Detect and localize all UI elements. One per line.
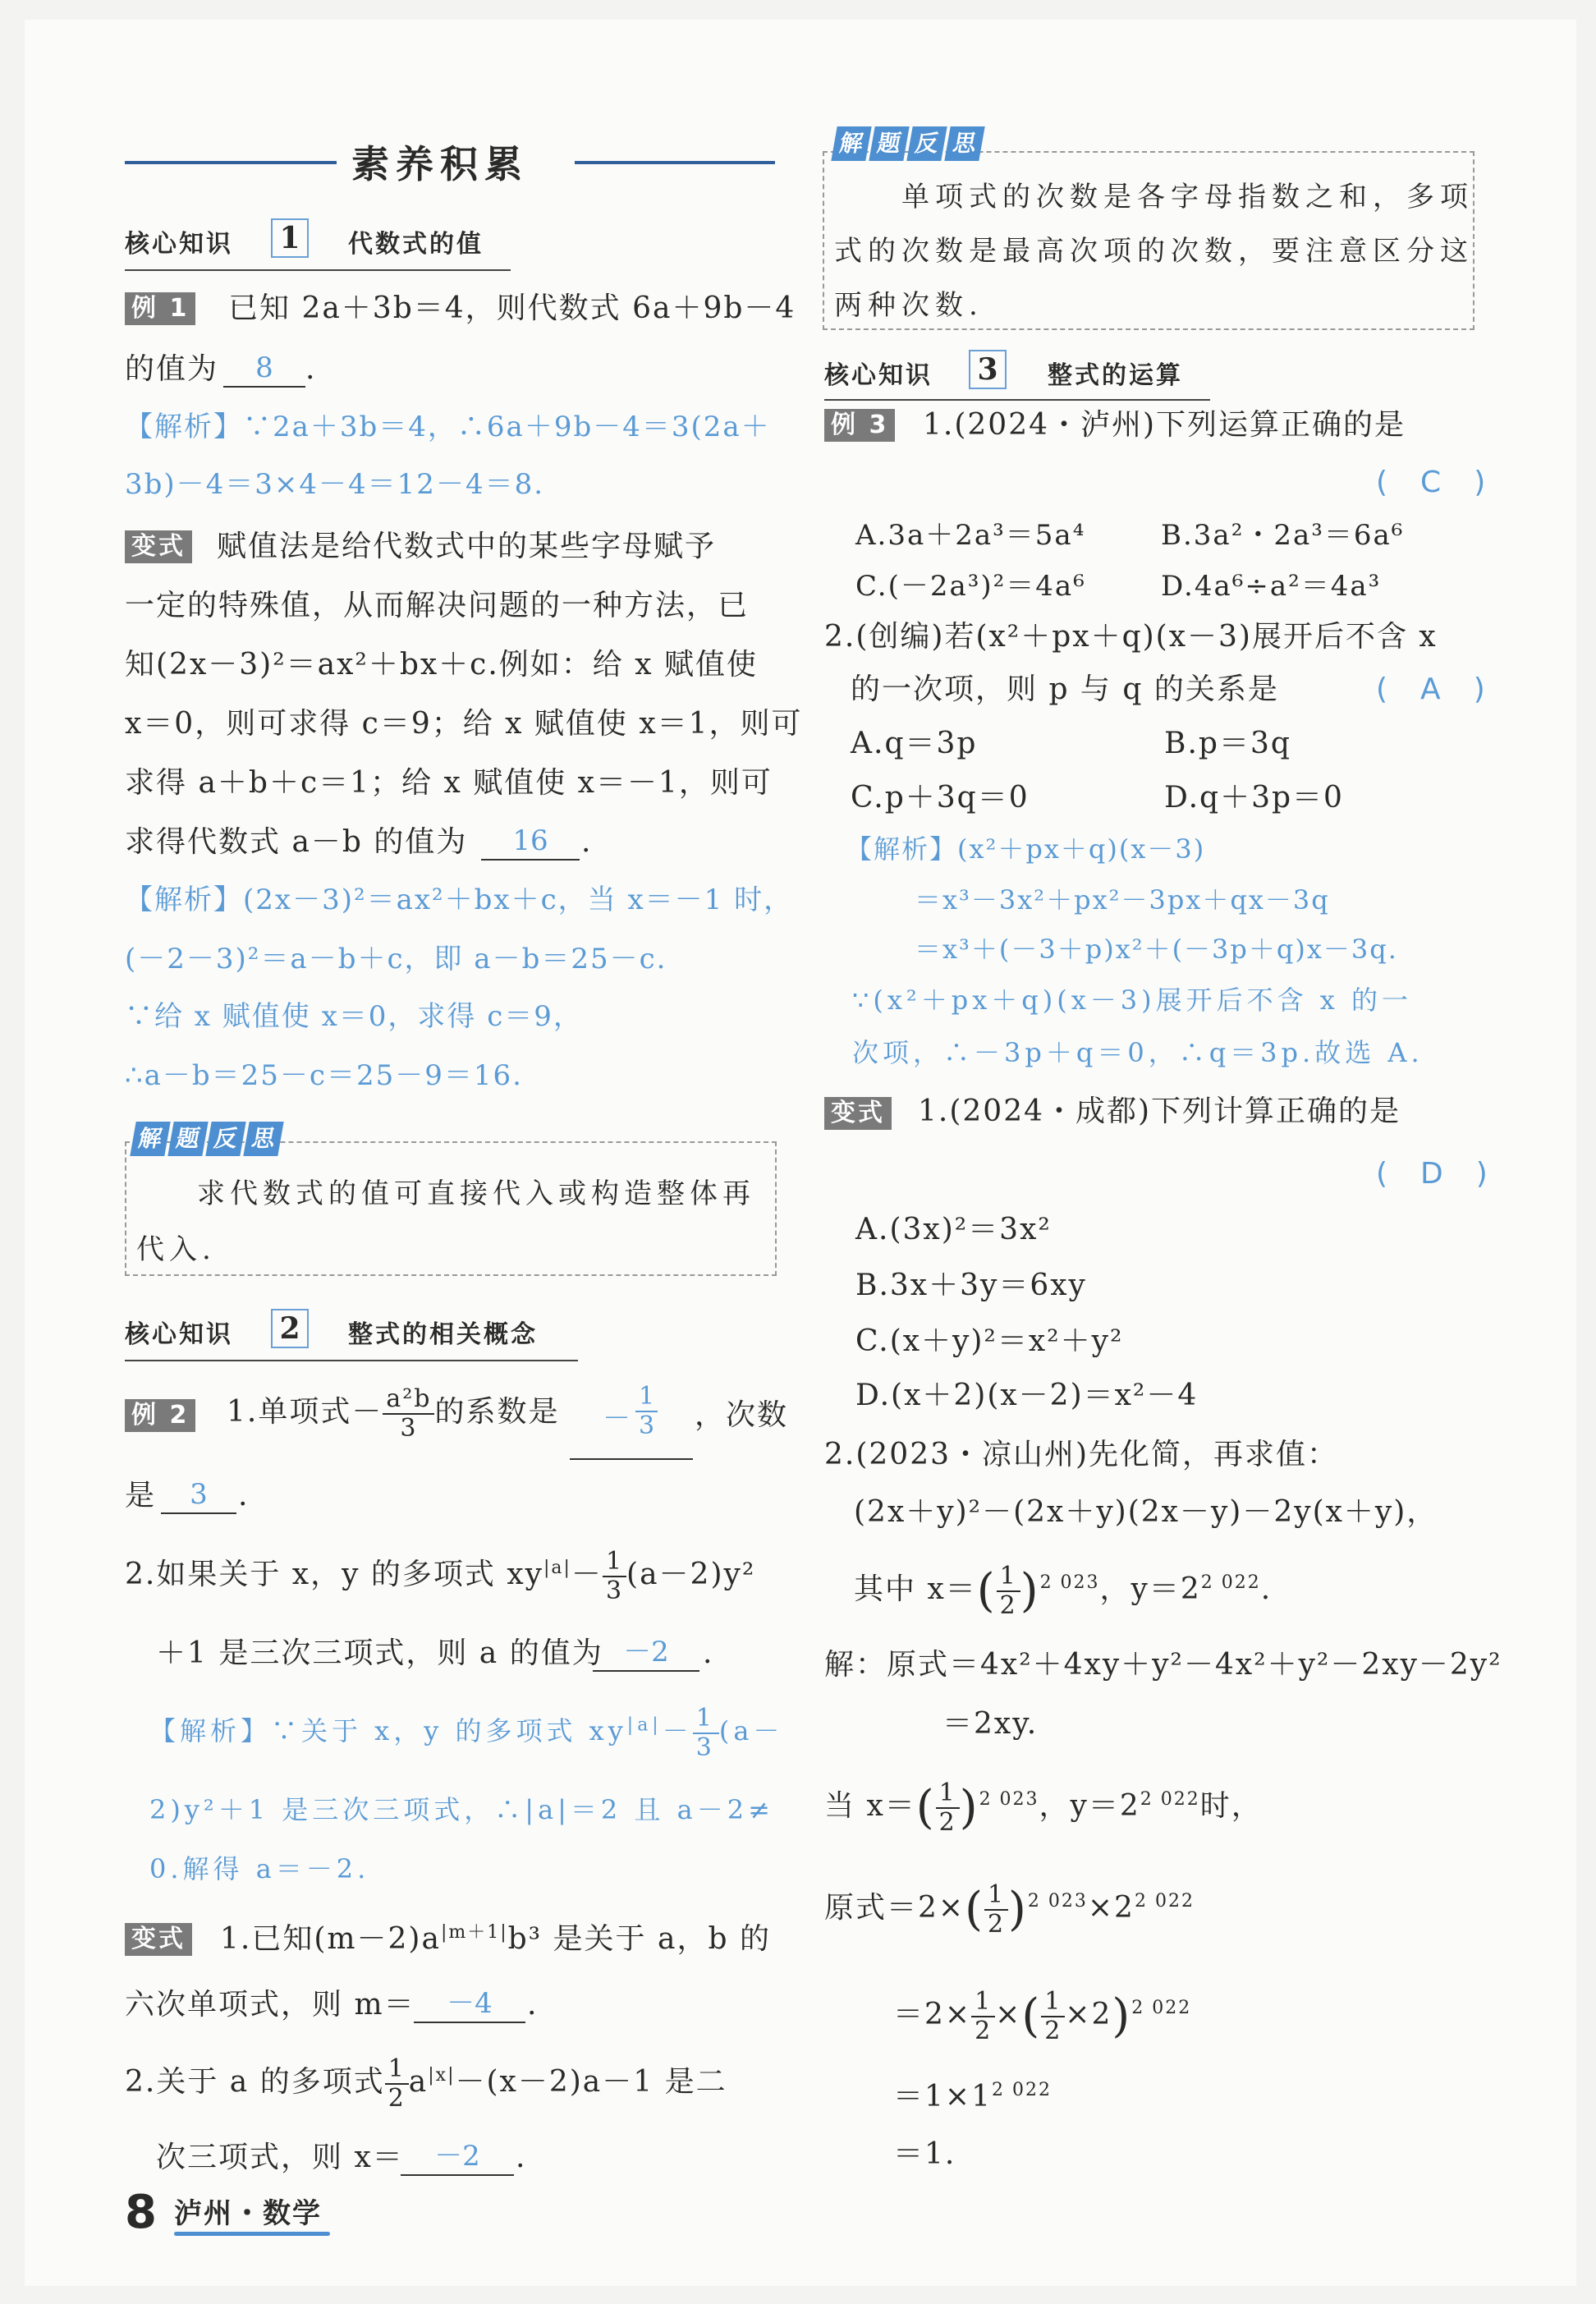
knowledge-title: 代数式的值 bbox=[348, 230, 484, 259]
question-text: ＋1 是三次三项式，则 a 的值为 bbox=[156, 1636, 603, 1670]
knowledge-label: 核心知识 bbox=[125, 230, 233, 259]
variation-tag: 变式 bbox=[824, 1097, 892, 1130]
reflection-text: 求代数式的值可直接代入或构造整体再 bbox=[197, 1177, 755, 1210]
option-a: A.3a＋2a³＝5a⁴ bbox=[855, 519, 1086, 552]
question-text: ，次数 bbox=[695, 1398, 789, 1432]
answer-blank: －4 bbox=[414, 1985, 525, 2023]
denominator: 2 bbox=[938, 1808, 956, 1837]
knowledge-label: 核心知识 bbox=[824, 361, 933, 390]
answer-bracket: ( D ) bbox=[1376, 1157, 1489, 1191]
variation-tag: 变式 bbox=[125, 1923, 192, 1956]
reflection-char: 解 bbox=[130, 1122, 170, 1156]
question-text: 求得 a＋b＋c＝1；给 x 赋值使 x＝－1，则可 bbox=[125, 766, 773, 800]
question-text: 是 bbox=[125, 1479, 157, 1512]
reflection-char: 思 bbox=[944, 126, 984, 161]
numerator: a²b bbox=[383, 1387, 434, 1415]
answer-blank: 16 bbox=[481, 823, 580, 861]
solution-text: 当 x＝ bbox=[824, 1789, 916, 1823]
solution-text: 原式＝2× bbox=[824, 1891, 965, 1925]
option-b: B.3a²・2a³＝6a⁶ bbox=[1161, 519, 1405, 552]
reflection-char: 解 bbox=[831, 126, 871, 161]
solution-text: 次项，∴－3p＋q＝0，∴q＝3p.故选 A. bbox=[852, 1037, 1424, 1068]
fraction bbox=[997, 1564, 1020, 1618]
solution-text: ＝2× bbox=[893, 1998, 972, 2031]
title-rule-left bbox=[125, 161, 337, 164]
solution-text: 3b)－4＝3×4－4＝12－4＝8. bbox=[125, 468, 545, 501]
solution-text: ×2 bbox=[1065, 1998, 1112, 2031]
solution-text: ＝x³＋(－3＋p)x²＋(－3p＋q)x－3q. bbox=[915, 934, 1398, 965]
answer-bracket: ( C ) bbox=[1376, 466, 1488, 499]
reflection-char: 思 bbox=[243, 1122, 283, 1156]
answer-blank: 8 bbox=[223, 350, 305, 388]
fraction bbox=[603, 1549, 626, 1604]
reflection-char: 反 bbox=[906, 126, 947, 161]
question-text: 一定的特殊值，从而解决问题的一种方法，已 bbox=[125, 589, 750, 622]
answer-fraction bbox=[635, 1384, 658, 1439]
question-line bbox=[125, 2049, 727, 2115]
fraction bbox=[693, 1703, 719, 1762]
question-text: . bbox=[305, 352, 317, 386]
solution-line: 原式＝2×( $\frac{1}{2}$ )$^{2 023}\times 2^{2 022}$ bbox=[824, 1880, 1195, 1939]
question-line bbox=[125, 1542, 755, 1608]
question-text: . bbox=[581, 825, 593, 859]
section-title: 素养积累 bbox=[351, 142, 529, 186]
reflection-text: 代入. bbox=[136, 1233, 216, 1266]
numerator: 1 bbox=[971, 1990, 995, 2017]
answer-blank: －2 bbox=[593, 1634, 699, 1672]
option-b: B.3x＋3y＝6xy bbox=[855, 1269, 1087, 1302]
option-b: B.p＝3q bbox=[1164, 727, 1291, 760]
numerator: 1 bbox=[997, 1564, 1020, 1592]
denominator: 3 bbox=[695, 1733, 716, 1762]
answer-blank: －2 bbox=[401, 2138, 514, 2176]
question-text: 2.如果关于 x，y 的多项式 xy bbox=[125, 1558, 543, 1591]
question-text: . bbox=[1260, 1572, 1273, 1606]
question-text: 2.(2023・凉山州)先化简，再求值： bbox=[824, 1438, 1339, 1471]
option-a: A.q＝3p bbox=[851, 727, 978, 760]
denominator: 2 bbox=[987, 1910, 1006, 1939]
answer-blank bbox=[570, 1376, 693, 1460]
question-text: 1.已知(m－2)a bbox=[220, 1922, 441, 1956]
denominator: 2 bbox=[999, 1591, 1017, 1620]
knowledge-number: 2 bbox=[271, 1309, 309, 1348]
solution-text: － bbox=[662, 1715, 693, 1746]
numerator: 1 bbox=[693, 1706, 719, 1734]
example-tag: 例 3 bbox=[824, 409, 895, 442]
solution-line: ＝2× $\frac{1}{2}$ ×( $\frac{1}{2}$ ×2)$^{2 022}$ bbox=[893, 1987, 1192, 2045]
knowledge-underline bbox=[125, 269, 511, 271]
exponent: |x| bbox=[428, 2065, 456, 2086]
question-text: 1.(2024・成都)下列计算正确的是 bbox=[918, 1095, 1401, 1128]
solution-text: 2)y²＋1 是三次三项式，∴|a|＝2 且 a－2≠ bbox=[149, 1794, 774, 1825]
question-text: . bbox=[238, 1479, 250, 1512]
question-text: b³ 是关于 a，b 的 bbox=[507, 1922, 771, 1956]
exponent: |m＋1| bbox=[440, 1922, 508, 1943]
fraction bbox=[383, 1384, 434, 1443]
knowledge-title: 整式的相关概念 bbox=[348, 1320, 538, 1349]
solution-text: (－2－3)²＝a－b＋c，即 a－b＝25－c. bbox=[125, 943, 667, 975]
answer-choice: D bbox=[1420, 1157, 1445, 1191]
exponent: 2 023 bbox=[979, 1789, 1039, 1810]
solution-text: ∴a－b＝25－c＝25－9＝16. bbox=[125, 1059, 523, 1092]
question-text: . bbox=[516, 2141, 527, 2174]
denominator: 3 bbox=[639, 1411, 655, 1440]
question-text: 六次单项式，则 m＝ bbox=[125, 1988, 415, 2022]
title-rule-right bbox=[575, 161, 775, 164]
knowledge-number: 3 bbox=[969, 350, 1007, 389]
option-d: D.4a⁶÷a²＝4a³ bbox=[1161, 570, 1382, 603]
exponent: 2 022 bbox=[991, 2080, 1052, 2100]
solution-text: 【解析】(x²＋px＋q)(x－3) bbox=[846, 833, 1206, 865]
denominator: 2 bbox=[1044, 2017, 1062, 2045]
question-text: －(x－2)a－1 是二 bbox=[455, 2065, 727, 2099]
fraction bbox=[385, 2054, 409, 2113]
reflection-char: 题 bbox=[167, 1122, 208, 1156]
question-text: 2.(创编)若(x²＋px＋q)(x－3)展开后不含 x bbox=[824, 620, 1438, 654]
solution-text: ×2 bbox=[1087, 1891, 1135, 1925]
question-text: 的值为 bbox=[125, 352, 219, 386]
option-d: D.q＋3p＝0 bbox=[1164, 781, 1344, 815]
denominator: 3 bbox=[400, 1414, 418, 1443]
denominator: 2 bbox=[975, 2017, 993, 2045]
question-text: 赋值法是给代数式中的某些字母赋予 bbox=[217, 530, 717, 563]
solution-line: 当 x＝( $\frac{1}{2}$ )$^{2 023}$，$y=2^{2 022}$时， bbox=[824, 1778, 1263, 1837]
solution-step: ＝1. bbox=[893, 2137, 956, 2171]
question-text: a bbox=[408, 2065, 429, 2099]
knowledge-underline bbox=[824, 399, 1210, 401]
reflection-text: 式的次数是最高次项的次数，要注意区分这 bbox=[834, 235, 1474, 268]
question-text: 1.(2024・泸州)下列运算正确的是 bbox=[923, 408, 1406, 442]
solution-step: 解：原式＝4x²＋4xy＋y²－4x²＋y²－2xy－2y² bbox=[824, 1648, 1502, 1682]
answer-choice: A bbox=[1420, 672, 1442, 706]
exponent: |a| bbox=[626, 1714, 663, 1736]
question-text: . bbox=[703, 1636, 714, 1670]
question-text: 次三项式，则 x＝ bbox=[156, 2141, 404, 2174]
option-a: A.(3x)²＝3x² bbox=[855, 1213, 1052, 1246]
solution-text: (a－ bbox=[718, 1715, 784, 1746]
fraction bbox=[971, 1987, 995, 2045]
example-tag: 例 2 bbox=[125, 1399, 195, 1432]
question-text: 其中 x＝ bbox=[854, 1572, 977, 1606]
question-text: . bbox=[527, 1988, 539, 2022]
option-c: C.p＋3q＝0 bbox=[851, 781, 1030, 815]
exponent: |a| bbox=[543, 1558, 571, 1578]
question-text: － bbox=[571, 1558, 603, 1591]
option-c: C.(－2a³)²＝4a⁶ bbox=[855, 570, 1086, 603]
exponent: 2 023 bbox=[1027, 1891, 1088, 1912]
exponent: 2 022 bbox=[1140, 1789, 1200, 1810]
knowledge-label: 核心知识 bbox=[125, 1320, 233, 1349]
question-text: (2x＋y)²－(2x＋y)(2x－y)－2y(x＋y)， bbox=[854, 1495, 1438, 1529]
reflection-text: 单项式的次数是各字母指数之和，多项 bbox=[901, 181, 1474, 213]
answer-bracket: ( A ) bbox=[1376, 672, 1487, 706]
question-text: x＝0，则可求得 c＝9；给 x 赋值使 x＝1，则可 bbox=[125, 707, 803, 741]
solution-text: 【解析】(2x－3)²＝ax²＋bx＋c，当 x＝－1 时， bbox=[125, 884, 794, 916]
question-line: 其中 x＝( $\frac{1}{2}$ )$^{2 023}$，$y=2^{2 022}$. bbox=[854, 1562, 1273, 1620]
solution-text: ＝1×1 bbox=[893, 2080, 992, 2114]
solution-text: ＝x³－3x²＋px²－3px＋qx－3q bbox=[915, 884, 1330, 916]
solution-line bbox=[893, 2077, 1052, 2117]
fraction bbox=[936, 1778, 960, 1837]
question-text: 的系数是 bbox=[434, 1395, 560, 1429]
question-text: 2.关于 a 的多项式 bbox=[125, 2065, 385, 2099]
question-line bbox=[220, 1920, 771, 1959]
solution-text: 【解析】∵2a＋3b＝4，∴6a＋9b－4＝3(2a＋ bbox=[125, 411, 771, 443]
variation-tag: 变式 bbox=[125, 530, 192, 563]
exponent: 2 023 bbox=[1039, 1572, 1100, 1593]
knowledge-number: 1 bbox=[271, 218, 309, 258]
fraction bbox=[1041, 1987, 1065, 2045]
question-text: 的一次项，则 p 与 q 的关系是 bbox=[851, 672, 1279, 706]
answer-blank: 3 bbox=[161, 1476, 236, 1514]
solution-text: × bbox=[995, 1998, 1022, 2031]
numerator: 1 bbox=[1041, 1990, 1065, 2017]
denominator: 3 bbox=[605, 1577, 624, 1605]
exponent: 2 022 bbox=[1131, 1998, 1192, 2018]
knowledge-underline bbox=[125, 1360, 578, 1361]
solution-text: 0.解得 a＝－2. bbox=[149, 1853, 370, 1884]
exponent: 2 022 bbox=[1200, 1572, 1261, 1593]
footer-text: 泸州・数学 bbox=[174, 2197, 322, 2230]
question-text: 已知 2a＋3b＝4，则代数式 6a＋9b－4 bbox=[228, 291, 796, 325]
solution-line bbox=[149, 1698, 783, 1764]
numerator: 1 bbox=[385, 2057, 409, 2085]
question-text: 1.单项式－ bbox=[227, 1395, 383, 1429]
question-text: 求得代数式 a－b 的值为 bbox=[125, 825, 468, 859]
knowledge-title: 整式的运算 bbox=[1048, 361, 1183, 390]
solution-text: 时， bbox=[1199, 1789, 1263, 1823]
option-c: C.(x＋y)²＝x²＋y² bbox=[855, 1324, 1124, 1358]
solution-text: ∵(x²＋px＋q)(x－3)展开后不含 x 的一 bbox=[852, 984, 1412, 1016]
reflection-char: 反 bbox=[205, 1122, 245, 1156]
option-d: D.(x＋2)(x－2)＝x²－4 bbox=[855, 1379, 1199, 1412]
numerator: 1 bbox=[936, 1781, 960, 1809]
question-text: 知(2x－3)²＝ax²＋bx＋c.例如：给 x 赋值使 bbox=[125, 648, 758, 682]
solution-step: ＝2xy. bbox=[942, 1707, 1039, 1741]
answer-choice: C bbox=[1420, 466, 1443, 499]
numerator: 1 bbox=[984, 1883, 1008, 1911]
example-tag: 例 1 bbox=[125, 292, 195, 325]
reflection-header bbox=[133, 1122, 281, 1156]
page-number: 8 bbox=[125, 2186, 157, 2239]
fraction bbox=[984, 1880, 1008, 1939]
solution-text: ∵给 x 赋值使 x＝0，求得 c＝9， bbox=[125, 1000, 583, 1033]
numerator: 1 bbox=[603, 1549, 626, 1577]
question-line bbox=[227, 1379, 560, 1445]
reflection-char: 题 bbox=[869, 126, 909, 161]
reflection-text: 两种次数. bbox=[834, 289, 984, 322]
question-text: ，y＝2 bbox=[1099, 1572, 1201, 1606]
question-text: (a－2)y² bbox=[626, 1558, 756, 1591]
numerator: 1 bbox=[635, 1384, 658, 1412]
solution-text: 【解析】∵关于 x，y 的多项式 xy bbox=[149, 1715, 627, 1746]
exponent: 2 022 bbox=[1134, 1891, 1195, 1912]
denominator: 2 bbox=[388, 2084, 406, 2113]
answer-sign: － bbox=[603, 1402, 631, 1435]
footer-accent bbox=[174, 2232, 330, 2236]
solution-text: ，y＝2 bbox=[1039, 1789, 1140, 1823]
reflection-header bbox=[834, 126, 982, 161]
